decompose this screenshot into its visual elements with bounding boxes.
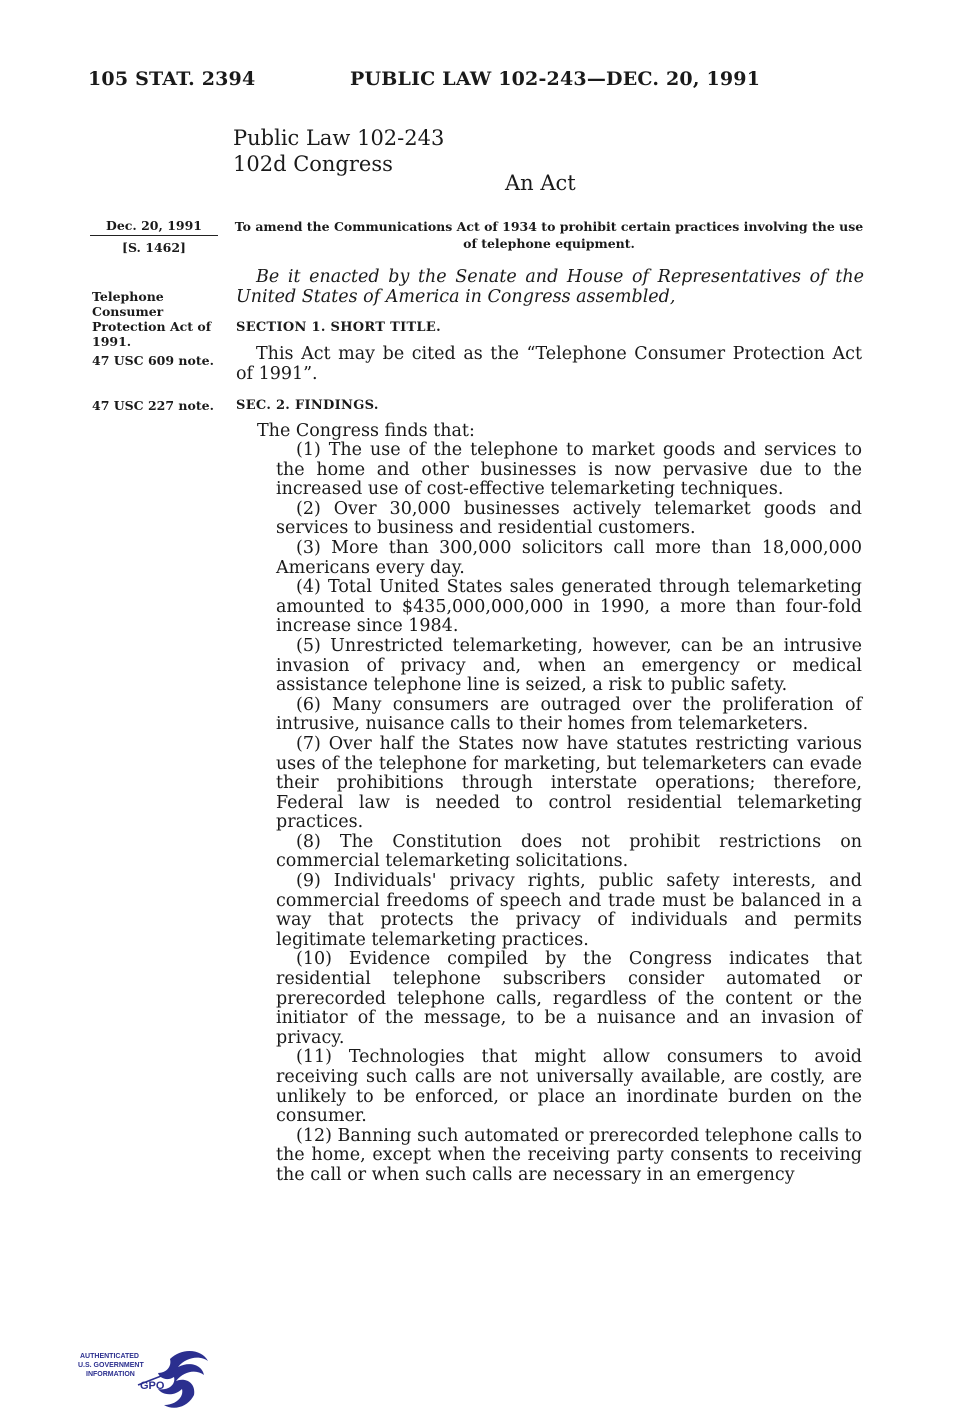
gpo-authentication-seal (78, 1345, 218, 1415)
seal-line-1: AUTHENTICATED (80, 1353, 139, 1360)
finding-item: (7) Over half the States now have statutes restricting various uses of the telephone for marketing, but telemarketers can evade their prohibitions through interstate operations; therefore, Federal law is needed to control residential telemarketing practices. (276, 733, 862, 833)
stat-reference: 105 STAT. 2394 (88, 68, 256, 90)
finding-item: (6) Many consumers are outraged over the proliferation of intrusive, nuisance calls to their homes from telemarketers. (276, 694, 862, 735)
congress-number: 102d Congress (233, 152, 393, 176)
usc-sidenote-227: 47 USC 227 note. (92, 398, 214, 413)
section-1-text: This Act may be cited as the “Telephone Consumer Protection Act of 1991”. (236, 344, 862, 384)
date-sidenote (90, 218, 218, 255)
law-reference: PUBLIC LAW 102-243—DEC. 20, 1991 (350, 68, 761, 90)
finding-item: (4) Total United States sales generated through telemarketing amounted to $435,000,000,000 in 1990, a more than four-fold increase since 1984. (276, 577, 862, 637)
section-1-heading: SECTION 1. SHORT TITLE. (236, 320, 441, 335)
usc-sidenote-609: 47 USC 609 note. (92, 353, 214, 368)
findings-intro: The Congress finds that: (257, 421, 475, 441)
finding-item: (12) Banning such automated or prerecorded telephone calls to the home, except when the receiving party consents to receiving the call or when such calls are necessary in an emergency (276, 1125, 862, 1185)
bill-number: [S. 1462] (122, 240, 186, 255)
seal-line-4: GPO (140, 1380, 165, 1392)
finding-item: (3) More than 300,000 solicitors call more than 18,000,000 Americans every day. (276, 537, 862, 578)
enactment-date: Dec. 20, 1991 (90, 218, 218, 236)
public-law-number: Public Law 102-243 (233, 126, 445, 150)
act-purpose: To amend the Communications Act of 1934 to prohibit certain practices involving the use of telephone equipment. (234, 219, 864, 251)
finding-item: (9) Individuals' privacy rights, public safety interests, and commercial freedoms of speech and trade must be balanced in a way that protects the privacy of individuals and permits legitimate telemarketing practices. (276, 871, 862, 950)
section-2-heading: SEC. 2. FINDINGS. (236, 398, 379, 413)
seal-line-3: INFORMATION (86, 1371, 135, 1378)
seal-line-2: U.S. GOVERNMENT (78, 1362, 144, 1369)
public-law-title (233, 125, 444, 177)
act-heading: An Act (505, 171, 576, 195)
finding-item: (8) The Constitution does not prohibit restrictions on commercial telemarketing solicitations. (276, 831, 862, 872)
finding-item: (2) Over 30,000 businesses actively telemarket goods and services to business and residential customers. (276, 498, 862, 539)
eagle-icon (158, 1351, 208, 1408)
short-title-sidenote: Telephone Consumer Protection Act of 1991. (92, 289, 212, 349)
finding-item: (10) Evidence compiled by the Congress indicates that residential telephone subscribers consider automated or prerecorded telephone calls, regardless of the content or the initiator of the message, to be a nuisance and an invasion of privacy. (276, 949, 862, 1048)
finding-item: (5) Unrestricted telemarketing, however, can be an intrusive invasion of privacy and, when an emergency or medical assistance telephone line is seized, a risk to public safety. (276, 635, 862, 696)
finding-item: (11) Technologies that might allow consumers to avoid receiving such calls are not universally available, are costly, are unlikely to be enforced, or place an inordinate burden on the consumer. (276, 1047, 862, 1127)
enacting-clause: Be it enacted by the Senate and House of Representatives of the United States of America in Congress assembled, (236, 267, 864, 307)
finding-item: (1) The use of the telephone to market goods and services to the home and other businesses is now pervasive due to the increased use of cost-effective telemarketing techniques. (276, 440, 862, 500)
findings-list (276, 441, 862, 1186)
